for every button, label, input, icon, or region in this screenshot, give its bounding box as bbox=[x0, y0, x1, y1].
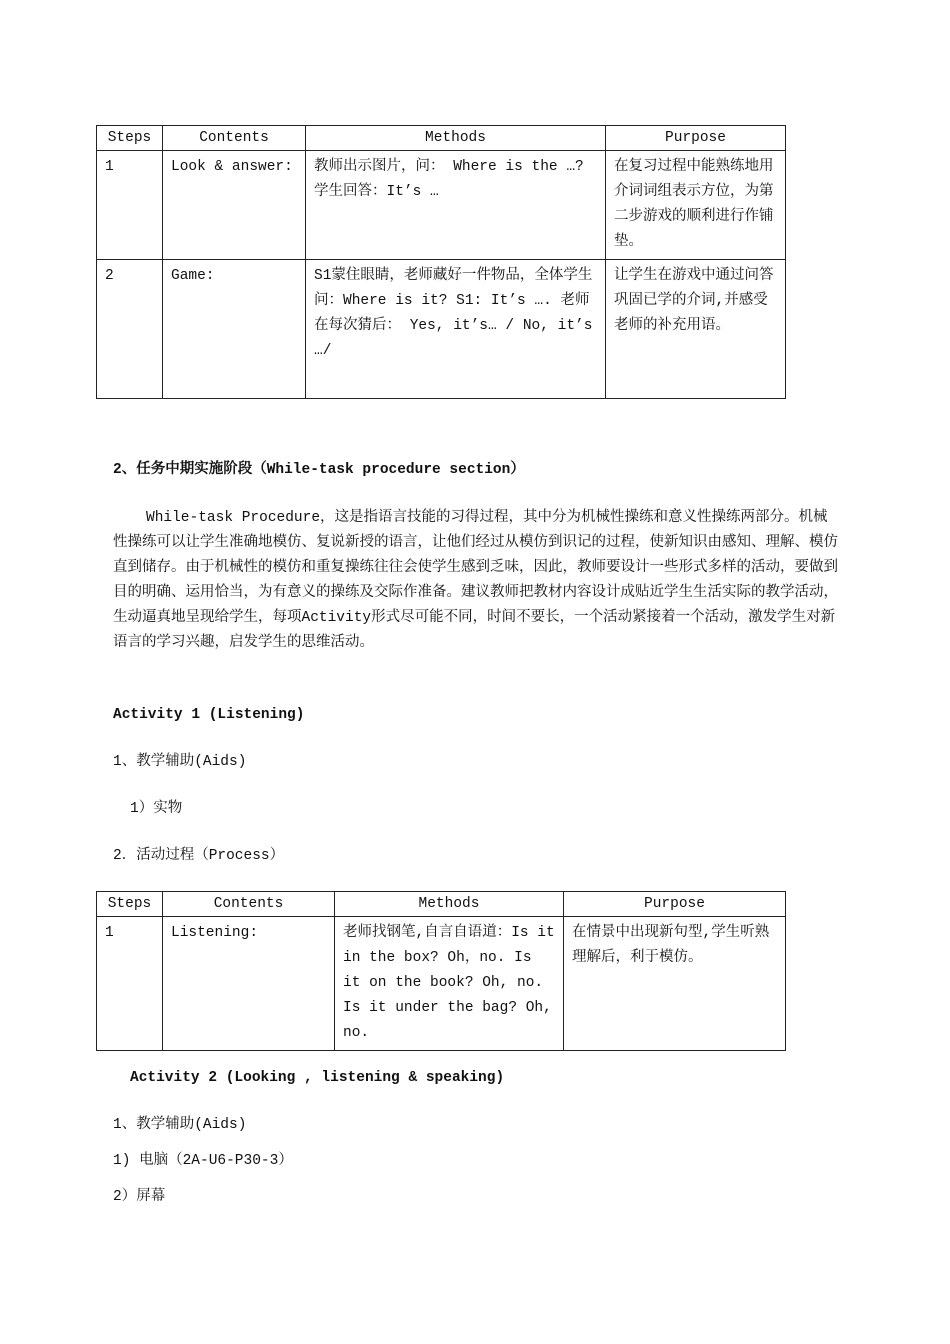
section-heading: 2、任务中期实施阶段（While-task procedure section） bbox=[113, 462, 525, 478]
cell-step: 2 bbox=[97, 260, 163, 399]
cell-contents: Look & answer: bbox=[163, 151, 306, 260]
table-row bbox=[97, 151, 786, 260]
cell-step: 1 bbox=[97, 917, 163, 1051]
table-row bbox=[97, 917, 786, 1051]
activity2-aids-label: 1、教学辅助(Aids) bbox=[113, 1117, 247, 1133]
cell-methods: 教师出示图片，问： Where is the …? 学生回答：It’s … bbox=[306, 151, 606, 260]
activity2-aids-item-2: 2）屏幕 bbox=[113, 1189, 166, 1205]
table-activity1 bbox=[96, 891, 786, 1051]
header-contents: Contents bbox=[163, 892, 335, 917]
table-header-row bbox=[97, 126, 786, 151]
header-steps: Steps bbox=[97, 892, 163, 917]
activity2-title: Activity 2 (Looking , listening & speaking) bbox=[130, 1070, 505, 1086]
cell-contents: Game: bbox=[163, 260, 306, 399]
table-warmup bbox=[96, 125, 786, 399]
header-purpose: Purpose bbox=[606, 126, 786, 151]
activity1-title: Activity 1 (Listening) bbox=[113, 707, 305, 723]
cell-methods: S1蒙住眼睛，老师藏好一件物品，全体学生问：Where is it? S1: It’s …. 老师在每次猜后： Yes, it’s… / No, it’s …/ bbox=[306, 260, 606, 399]
activity2-aids-item-1: 1) 电脑（2A-U6-P30-3） bbox=[113, 1153, 293, 1169]
cell-purpose: 在复习过程中能熟练地用介词词组表示方位，为第二步游戏的顺利进行作铺垫。 bbox=[606, 151, 786, 260]
cell-contents: Listening: bbox=[163, 917, 335, 1051]
header-methods: Methods bbox=[306, 126, 606, 151]
header-methods: Methods bbox=[335, 892, 564, 917]
cell-purpose: 在情景中出现新句型,学生听熟理解后，利于模仿。 bbox=[564, 917, 786, 1051]
activity1-aids-label: 1、教学辅助(Aids) bbox=[113, 754, 247, 770]
cell-step: 1 bbox=[97, 151, 163, 260]
section-paragraph: While-task Procedure，这是指语言技能的习得过程，其中分为机械性操练和意义性操练两部分。机械性操练可以让学生准确地模仿、复说新授的语言，让他们经过从模仿到识记的过程，使新知识由感知、理解、模仿直到储存。由于机械性的模仿和重复操练往往会使学生感到乏味，因此，教师要设计一些形式多样的活动，要做到目的明确、运用恰当，为有意义的操练及交际作准备。建议教师把教材内容设计成贴近学生生活实际的教学活动，生动逼真地呈现给学生，每项Activity形式尽可能不同，时间不要长，一个活动紧接着一个活动，激发学生对新语言的学习兴趣，启发学生的思维活动。 bbox=[113, 510, 838, 651]
cell-methods: 老师找钢笔,自言自语道：Is it in the box? Oh，no. Is it on the book? Oh, no. Is it under the bag? Oh, no. bbox=[335, 917, 564, 1051]
activity1-process-label: 2．活动过程（Process） bbox=[113, 848, 285, 864]
cell-purpose: 让学生在游戏中通过问答巩固已学的介词,并感受老师的补充用语。 bbox=[606, 260, 786, 399]
header-purpose: Purpose bbox=[564, 892, 786, 917]
table-header-row bbox=[97, 892, 786, 917]
activity1-aids-item: 1）实物 bbox=[130, 801, 183, 817]
table-row bbox=[97, 260, 786, 399]
header-steps: Steps bbox=[97, 126, 163, 151]
header-contents: Contents bbox=[163, 126, 306, 151]
